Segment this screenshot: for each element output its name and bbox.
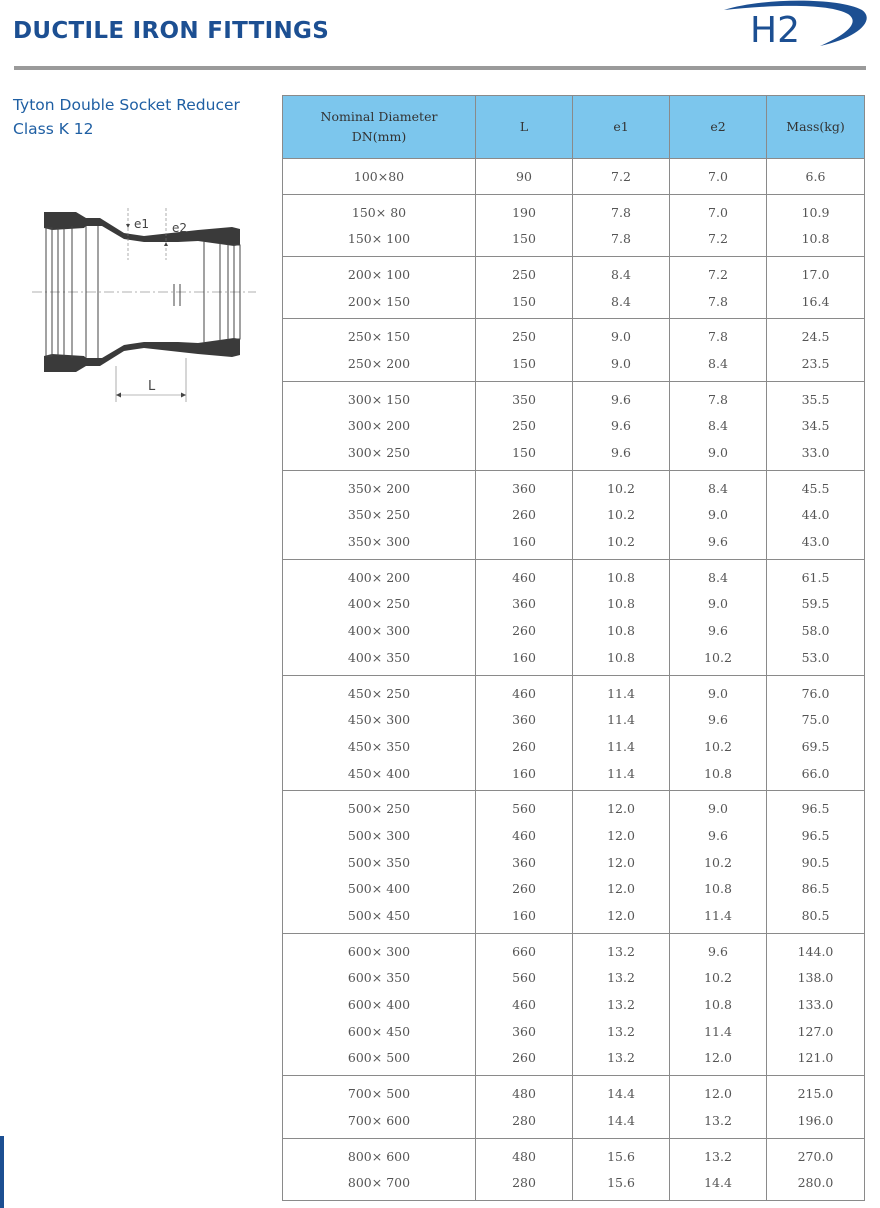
table-row [283, 876, 865, 903]
cell-l: 360 [476, 706, 573, 733]
cell-l: 260 [476, 1045, 573, 1076]
cell-dn: 500× 300 [283, 822, 476, 849]
cell-dn: 350× 300 [283, 528, 476, 559]
cell-e2: 9.6 [670, 617, 767, 644]
cell-e2: 9.0 [670, 439, 767, 470]
reducer-diagram [28, 198, 268, 408]
cell-e1: 9.0 [573, 350, 670, 381]
cell-e1: 10.8 [573, 591, 670, 618]
cell-dn: 350× 250 [283, 502, 476, 529]
cell-mass: 76.0 [767, 675, 865, 706]
cell-mass: 133.0 [767, 991, 865, 1018]
cell-e1: 14.4 [573, 1107, 670, 1138]
cell-dn: 100×80 [283, 159, 476, 195]
cell-e1: 13.2 [573, 1045, 670, 1076]
cell-dn: 400× 200 [283, 559, 476, 590]
cell-e2: 8.4 [670, 413, 767, 440]
cell-mass: 61.5 [767, 559, 865, 590]
cell-l: 360 [476, 849, 573, 876]
cell-l: 150 [476, 350, 573, 381]
cell-e1: 10.8 [573, 617, 670, 644]
cell-l: 260 [476, 502, 573, 529]
cell-e2: 9.6 [670, 933, 767, 964]
product-name: Tyton Double Socket Reducer [13, 96, 240, 114]
cell-dn: 500× 450 [283, 902, 476, 933]
table-header-row [283, 96, 865, 159]
table-row [283, 225, 865, 256]
label-e1: e1 [134, 217, 150, 231]
table-row [283, 965, 865, 992]
cell-e2: 10.8 [670, 876, 767, 903]
table-row [283, 791, 865, 822]
table-row [283, 933, 865, 964]
cell-dn: 600× 400 [283, 991, 476, 1018]
cell-l: 480 [476, 1138, 573, 1169]
cell-mass: 24.5 [767, 319, 865, 350]
cell-mass: 35.5 [767, 381, 865, 412]
cell-e2: 12.0 [670, 1076, 767, 1107]
cell-l: 260 [476, 733, 573, 760]
cell-dn: 600× 500 [283, 1045, 476, 1076]
cell-dn: 250× 200 [283, 350, 476, 381]
cell-mass: 43.0 [767, 528, 865, 559]
cell-l: 160 [476, 528, 573, 559]
cell-dn: 350× 200 [283, 470, 476, 501]
spec-table [282, 95, 865, 1201]
cell-e2: 9.6 [670, 706, 767, 733]
table-row [283, 1018, 865, 1045]
cell-mass: 16.4 [767, 288, 865, 319]
cell-mass: 96.5 [767, 822, 865, 849]
cell-dn: 450× 350 [283, 733, 476, 760]
cell-e2: 11.4 [670, 1018, 767, 1045]
cell-e1: 11.4 [573, 733, 670, 760]
cell-dn: 500× 250 [283, 791, 476, 822]
cell-e1: 8.4 [573, 257, 670, 288]
cell-dn: 300× 200 [283, 413, 476, 440]
cell-l: 250 [476, 319, 573, 350]
col-header-e2: e2 [670, 96, 767, 159]
cell-dn: 500× 400 [283, 876, 476, 903]
cell-mass: 17.0 [767, 257, 865, 288]
cell-dn: 250× 150 [283, 319, 476, 350]
cell-l: 660 [476, 933, 573, 964]
cell-e2: 9.0 [670, 791, 767, 822]
table-row [283, 559, 865, 590]
cell-e1: 14.4 [573, 1076, 670, 1107]
cell-mass: 138.0 [767, 965, 865, 992]
cell-dn: 400× 300 [283, 617, 476, 644]
cell-mass: 10.9 [767, 194, 865, 225]
cell-dn: 400× 350 [283, 644, 476, 675]
cell-dn: 450× 400 [283, 760, 476, 791]
table-row [283, 439, 865, 470]
cell-e1: 10.2 [573, 528, 670, 559]
cell-mass: 34.5 [767, 413, 865, 440]
table-row [283, 1169, 865, 1200]
cell-e1: 13.2 [573, 991, 670, 1018]
table-row [283, 502, 865, 529]
cell-l: 160 [476, 902, 573, 933]
table-row [283, 733, 865, 760]
cell-e1: 12.0 [573, 902, 670, 933]
cell-l: 460 [476, 822, 573, 849]
table-row [283, 849, 865, 876]
cell-dn: 300× 250 [283, 439, 476, 470]
cell-mass: 6.6 [767, 159, 865, 195]
cell-dn: 600× 350 [283, 965, 476, 992]
label-e2: e2 [172, 221, 188, 235]
table-row [283, 159, 865, 195]
product-class: Class K 12 [13, 120, 94, 138]
cell-mass: 44.0 [767, 502, 865, 529]
table-row [283, 591, 865, 618]
cell-e1: 11.4 [573, 706, 670, 733]
cell-e2: 9.6 [670, 528, 767, 559]
cell-dn: 600× 300 [283, 933, 476, 964]
cell-l: 250 [476, 257, 573, 288]
cell-mass: 86.5 [767, 876, 865, 903]
cell-e1: 12.0 [573, 876, 670, 903]
table-row [283, 319, 865, 350]
cell-e1: 12.0 [573, 791, 670, 822]
cell-e2: 10.2 [670, 849, 767, 876]
cell-dn: 500× 350 [283, 849, 476, 876]
cell-e1: 12.0 [573, 849, 670, 876]
table-row [283, 1107, 865, 1138]
cell-e1: 10.2 [573, 502, 670, 529]
cell-mass: 10.8 [767, 225, 865, 256]
cell-e1: 10.8 [573, 559, 670, 590]
cell-e1: 7.2 [573, 159, 670, 195]
cell-e1: 13.2 [573, 933, 670, 964]
cell-e1: 9.0 [573, 319, 670, 350]
cell-e2: 9.0 [670, 675, 767, 706]
cell-e2: 7.2 [670, 225, 767, 256]
col-header-dn: Nominal Diameter DN(mm) [283, 96, 476, 159]
cell-dn: 200× 100 [283, 257, 476, 288]
cell-mass: 33.0 [767, 439, 865, 470]
cell-l: 160 [476, 644, 573, 675]
cell-l: 560 [476, 965, 573, 992]
cell-l: 150 [476, 288, 573, 319]
cell-e1: 15.6 [573, 1169, 670, 1200]
table-row [283, 470, 865, 501]
cell-e2: 9.6 [670, 822, 767, 849]
col-header-e1: e1 [573, 96, 670, 159]
cell-l: 250 [476, 413, 573, 440]
cell-l: 190 [476, 194, 573, 225]
table-row [283, 822, 865, 849]
cell-e2: 10.2 [670, 733, 767, 760]
cell-l: 560 [476, 791, 573, 822]
table-row [283, 1076, 865, 1107]
table-row [283, 288, 865, 319]
cell-mass: 53.0 [767, 644, 865, 675]
cell-l: 260 [476, 876, 573, 903]
table-row [283, 1138, 865, 1169]
cell-mass: 59.5 [767, 591, 865, 618]
cell-e2: 10.2 [670, 965, 767, 992]
cell-mass: 58.0 [767, 617, 865, 644]
cell-mass: 144.0 [767, 933, 865, 964]
cell-mass: 127.0 [767, 1018, 865, 1045]
cell-e2: 12.0 [670, 1045, 767, 1076]
cell-l: 260 [476, 617, 573, 644]
table-row [283, 413, 865, 440]
cell-mass: 69.5 [767, 733, 865, 760]
cell-e2: 8.4 [670, 559, 767, 590]
cell-e2: 7.0 [670, 159, 767, 195]
cell-dn: 450× 250 [283, 675, 476, 706]
cell-dn: 800× 600 [283, 1138, 476, 1169]
table-row [283, 991, 865, 1018]
cell-l: 480 [476, 1076, 573, 1107]
cell-e1: 11.4 [573, 760, 670, 791]
cell-dn: 700× 500 [283, 1076, 476, 1107]
cell-l: 280 [476, 1107, 573, 1138]
table-row [283, 760, 865, 791]
h2-logo [720, 0, 870, 52]
table-row [283, 902, 865, 933]
cell-dn: 700× 600 [283, 1107, 476, 1138]
cell-mass: 270.0 [767, 1138, 865, 1169]
cell-e1: 8.4 [573, 288, 670, 319]
page-edge-accent [0, 1136, 4, 1208]
cell-l: 360 [476, 591, 573, 618]
cell-e2: 7.2 [670, 257, 767, 288]
cell-e1: 13.2 [573, 965, 670, 992]
cell-e2: 7.8 [670, 319, 767, 350]
cell-e1: 12.0 [573, 822, 670, 849]
cell-e2: 9.0 [670, 591, 767, 618]
table-row [283, 194, 865, 225]
cell-e2: 10.8 [670, 760, 767, 791]
cell-e2: 13.2 [670, 1138, 767, 1169]
cell-l: 150 [476, 439, 573, 470]
cell-e2: 14.4 [670, 1169, 767, 1200]
cell-dn: 600× 450 [283, 1018, 476, 1045]
cell-e2: 8.4 [670, 470, 767, 501]
cell-l: 460 [476, 991, 573, 1018]
cell-e2: 8.4 [670, 350, 767, 381]
page-title: DUCTILE IRON FITTINGS [13, 18, 330, 44]
cell-l: 280 [476, 1169, 573, 1200]
cell-e2: 13.2 [670, 1107, 767, 1138]
cell-mass: 66.0 [767, 760, 865, 791]
cell-l: 360 [476, 470, 573, 501]
cell-l: 360 [476, 1018, 573, 1045]
cell-e2: 7.8 [670, 288, 767, 319]
table-row [283, 1045, 865, 1076]
cell-e2: 10.2 [670, 644, 767, 675]
cell-e1: 15.6 [573, 1138, 670, 1169]
cell-e1: 7.8 [573, 194, 670, 225]
cell-dn: 200× 150 [283, 288, 476, 319]
cell-e2: 9.0 [670, 502, 767, 529]
cell-dn: 150× 100 [283, 225, 476, 256]
cell-l: 350 [476, 381, 573, 412]
cell-e1: 11.4 [573, 675, 670, 706]
cell-e1: 13.2 [573, 1018, 670, 1045]
table-body [283, 159, 865, 1201]
cell-e2: 10.8 [670, 991, 767, 1018]
cell-mass: 90.5 [767, 849, 865, 876]
cell-l: 460 [476, 559, 573, 590]
cell-mass: 196.0 [767, 1107, 865, 1138]
cell-mass: 96.5 [767, 791, 865, 822]
cell-l: 150 [476, 225, 573, 256]
table-row [283, 528, 865, 559]
label-L: L [148, 379, 156, 394]
table-row [283, 706, 865, 733]
table-row [283, 644, 865, 675]
cell-l: 90 [476, 159, 573, 195]
col-header-mass: Mass(kg) [767, 96, 865, 159]
cell-e2: 7.8 [670, 381, 767, 412]
cell-dn: 150× 80 [283, 194, 476, 225]
cell-l: 160 [476, 760, 573, 791]
logo-text: H2 [750, 10, 800, 51]
product-title [13, 93, 273, 141]
cell-mass: 23.5 [767, 350, 865, 381]
cell-e2: 11.4 [670, 902, 767, 933]
cell-e1: 9.6 [573, 439, 670, 470]
cell-mass: 121.0 [767, 1045, 865, 1076]
header-rule [14, 66, 866, 70]
cell-l: 460 [476, 675, 573, 706]
cell-dn: 400× 250 [283, 591, 476, 618]
table-row [283, 675, 865, 706]
cell-mass: 215.0 [767, 1076, 865, 1107]
table-row [283, 350, 865, 381]
cell-mass: 280.0 [767, 1169, 865, 1200]
cell-e1: 7.8 [573, 225, 670, 256]
table-row [283, 257, 865, 288]
col-header-l: L [476, 96, 573, 159]
cell-e1: 10.8 [573, 644, 670, 675]
cell-dn: 450× 300 [283, 706, 476, 733]
cell-e1: 9.6 [573, 413, 670, 440]
cell-e1: 10.2 [573, 470, 670, 501]
cell-mass: 45.5 [767, 470, 865, 501]
cell-mass: 80.5 [767, 902, 865, 933]
table-row [283, 617, 865, 644]
cell-dn: 300× 150 [283, 381, 476, 412]
cell-e1: 9.6 [573, 381, 670, 412]
table-row [283, 381, 865, 412]
cell-mass: 75.0 [767, 706, 865, 733]
cell-e2: 7.0 [670, 194, 767, 225]
cell-dn: 800× 700 [283, 1169, 476, 1200]
